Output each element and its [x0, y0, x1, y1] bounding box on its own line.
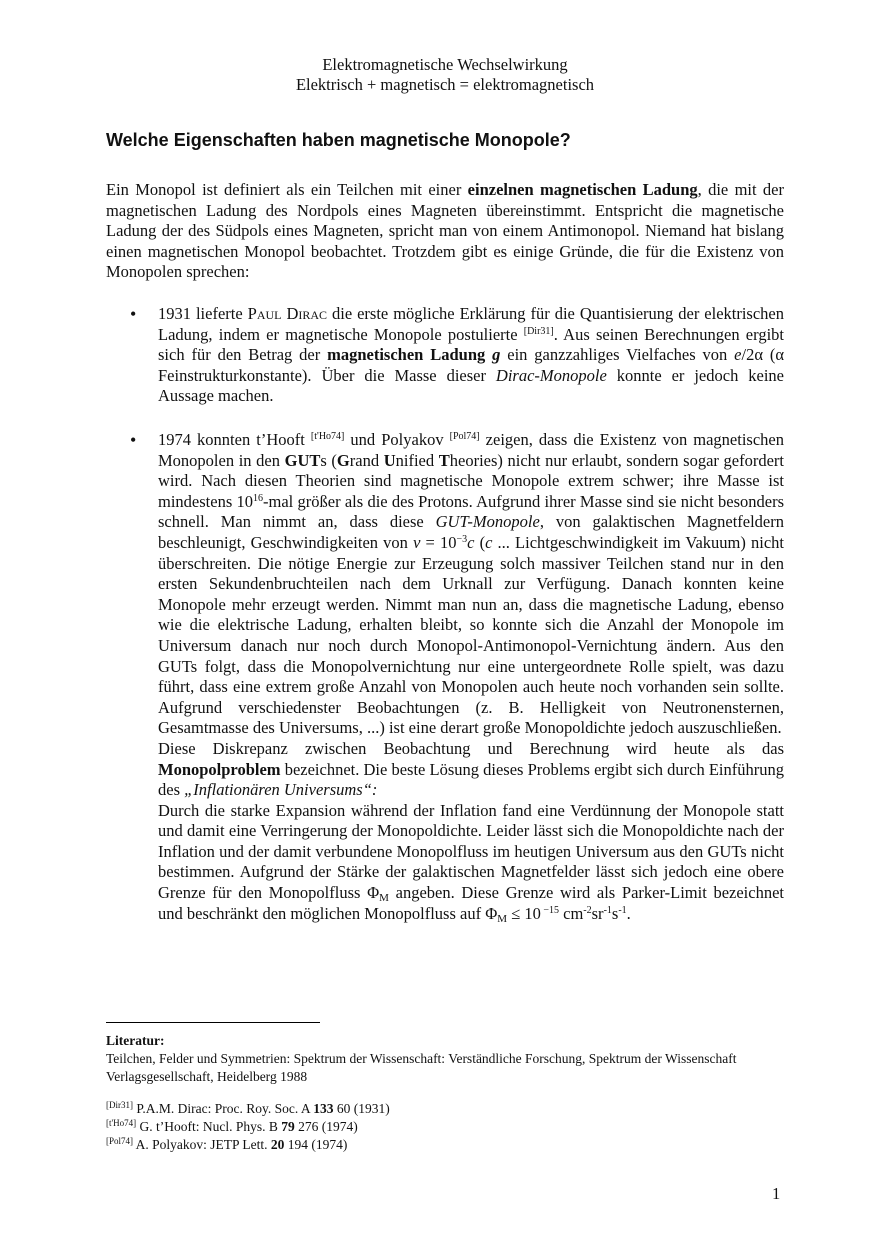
bullet-thooft-polyakov: • 1974 konnten t’Hooft [t'Ho74] und Polyakov [Pol74] zeigen, dass die Existenz von magnetischen Monopolen in den GUTs (Grand Unified Theories) nicht nur erlaubt, sondern sogar gefordert wird. Nach diesen Theorien sind magnetische Monopole extrem schwer; ihre Masse ist mindestens $10^{16}$-mal größer als die des Protons. Aufgrund ihrer Masse sind sie nicht besonders schnell. Man nimmt an, dass diese GUT-Monopole, von galaktischen Magnetfeldern beschleunigt, Geschwindigkeiten von $v = 10^{-3}c$ (c ... Lichtgeschwindigkeit im Vakuum) nicht überschreiten. Die nötige Energie zur Erzeugung solch massiver Teilchen stand nur in den ersten Sekundenbruchteilen nach dem Urknall zur Verfügung. Danach konnten keine Monopole mehr erzeugt werden. Nimmt man nun an, dass die magnetische Ladung, ebenso wie die elektrische Ladung, erhalten bleibt, so konnte sich die Anzahl der Monopole im Universum danach nur noch durch Monopol-Antimonopol-Vernichtung ändern. Aus den GUTs folgt, dass die Monopolvernichtung nur eine untergeordnete Rolle spielt, was dazu führt, dass eine extrem große Anzahl von Monopolen auch heute noch vorhanden sein sollte. Aufgrund verschiedenster Beobachtungen (z. B. Helligkeit von Neutronensternen, Gesamtmasse des Universums, ...) ist eine derart große Monopoldichte jedoch auszuschließen. Diese Diskrepanz zwischen Beobachtung und Berechnung wird heute als das Monopolproblem bezeichnet. Die beste Lösung dieses Problems ergibt sich durch Einführung des „Inflationären Universums“: Durch die starke Expansion während der Inflation fand eine Verdünnung der Monopole statt und damit eine Verringerung der Monopoldichte. Leider lässt sich die Monopoldichte nach der Inflation und der damit verbundene Monopolfluss im heutigen Universum aus den GUTs nicht bestimmen. Aufgrund der Stärke der galaktischen Magnetfelder lässt sich jedoch eine obere Grenze für den Monopolfluss $\Phi_M$ angeben. Diese Grenze wird als Parker-Limit bezeichnet und beschränkt den möglichen Monopolfluss auf $\Phi_M \le 10$ $^{-15}$ $cm^{-2}sr^{-1}s^{-1}$.	[130, 430, 785, 925]
literature-heading: Literatur:	[106, 1033, 165, 1048]
citation-ref: [t'Ho74]	[310, 431, 345, 442]
header-line-2: Elektrisch + magnetisch = elektromagnetisch	[295, 75, 595, 94]
reference-list	[106, 1100, 786, 1154]
bullet-marker: •	[130, 430, 137, 450]
section-title: Welche Eigenschaften haben magnetische Monopole?	[106, 130, 571, 150]
bullet-dirac: • 1931 lieferte Paul Dirac die erste mögliche Erklärung für die Quantisierung der elektrischen Ladung, indem er magnetische Monopole postulierte [Dir31]. Aus seinen Berechnungen ergibt sich für den Betrag der magnetischen Ladung g ein ganzzahliges Vielfaches von e/2α (α Feinstrukturkonstante). Über die Masse dieser Dirac-Monopole konnte er jedoch keine Aussage machen.	[130, 304, 784, 406]
literature-section	[106, 1032, 786, 1086]
footnote-divider	[106, 1022, 320, 1023]
reference-item: [Pol74] A. Polyakov: JETP Lett. 20 194 (1974)	[106, 1136, 348, 1152]
literature-text: Teilchen, Felder und Symmetrien: Spektrum der Wissenschaft: Verständliche Forschung, Spektrum der Wissenschaft Verlagsgesellschaft, Heidelberg 1988	[106, 1051, 737, 1084]
intro-paragraph: Ein Monopol ist definiert als ein Teilchen mit einer einzelnen magnetischen Ladung, die mit der magnetischen Ladung des Nordpols eines Magneten übereinstimmt. Entspricht die magnetische Ladung der des Südpols eines Magneten, spricht man von einem Antimonopol. Niemand hat bislang einen magnetischen Monopol beobachtet. Trotzdem gibt es einige Gründe, die für die Existenz von Monopolen sprechen:	[106, 180, 784, 282]
header-line-1: Elektromagnetische Wechselwirkung	[322, 55, 568, 74]
reference-item: [Dir31] P.A.M. Dirac: Proc. Roy. Soc. A 133 60 (1931)	[106, 1100, 390, 1116]
citation-ref: [Dir31]	[523, 325, 554, 337]
citation-ref: [Pol74]	[449, 431, 480, 442]
bullet-marker: •	[130, 304, 137, 324]
page-number: 1	[772, 1184, 781, 1203]
reference-item: [t'Ho74] G. t’Hooft: Nucl. Phys. B 79 276 (1974)	[106, 1118, 358, 1134]
author-name: Paul Dirac	[247, 304, 328, 323]
